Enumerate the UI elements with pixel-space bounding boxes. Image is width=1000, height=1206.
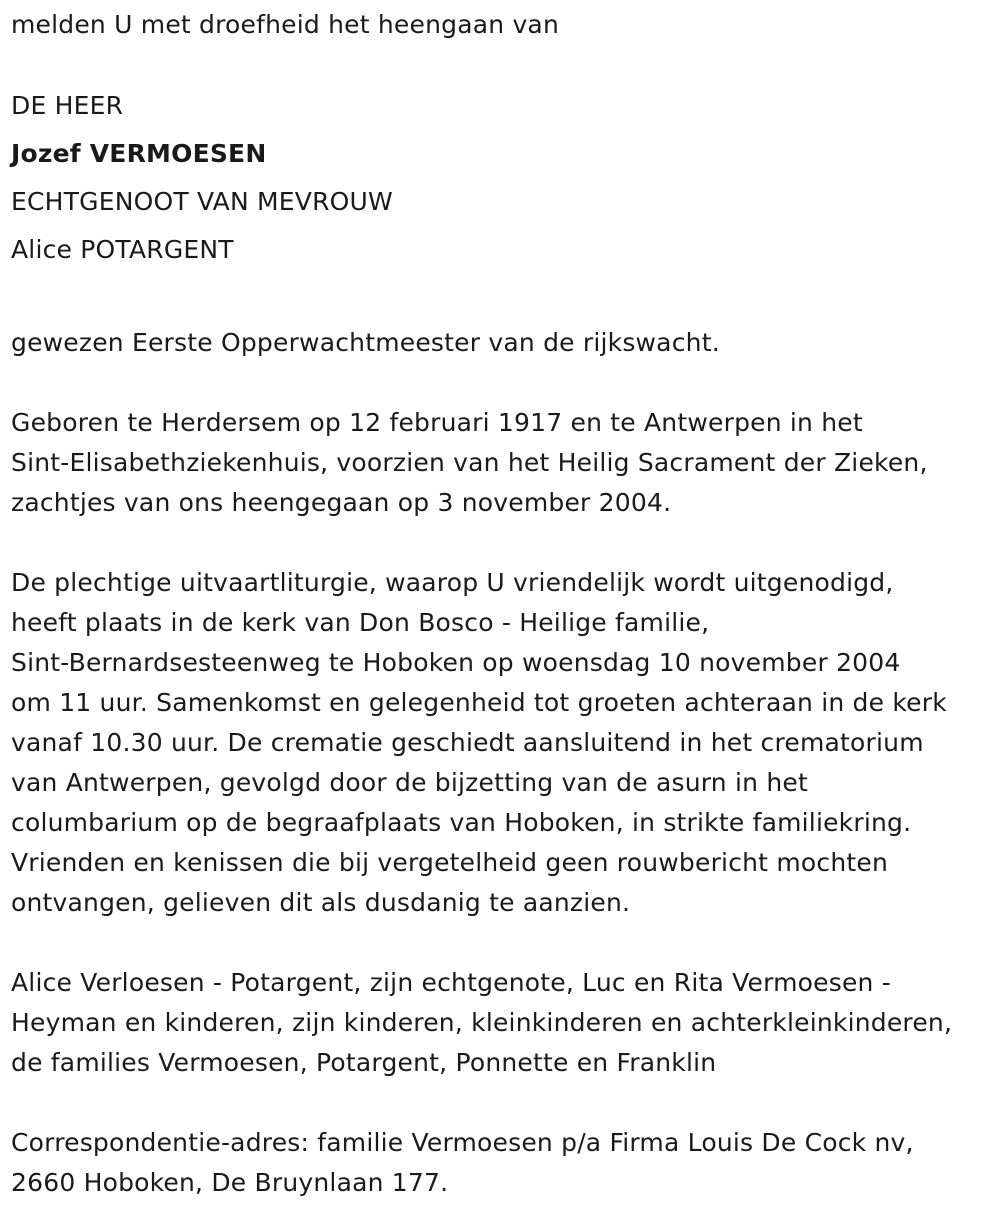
paragraph-line: De plechtige uitvaartliturgie, waarop U vriendelijk wordt uitgenodigd, — [11, 568, 894, 597]
paragraph-line: zachtjes van ons heengegaan op 3 november 2004. — [11, 488, 672, 517]
honorific: DE HEER — [11, 91, 124, 120]
paragraph-line: Heyman en kinderen, zijn kinderen, kleinkinderen en achterkleinkinderen, — [11, 1008, 953, 1037]
deceased-name: Jozef VERMOESEN — [11, 139, 267, 168]
paragraph-line: Vrienden en kenissen die bij vergetelheid geen rouwbericht mochten — [11, 848, 888, 877]
paragraph-line: om 11 uur. Samenkomst en gelegenheid tot groeten achteraan in de kerk — [11, 688, 947, 717]
deceased-block — [11, 82, 996, 274]
family-paragraph — [11, 963, 996, 1083]
occupation-text: gewezen Eerste Opperwachtmeester van de rijkswacht. — [11, 328, 720, 357]
paragraph-line: van Antwerpen, gevolgd door de bijzetting van de asurn in het — [11, 768, 808, 797]
spacer — [11, 923, 996, 963]
spouse-label: ECHTGENOOT VAN MEVROUW — [11, 187, 393, 216]
paragraph-line: ontvangen, gelieven dit als dusdanig te aanzien. — [11, 888, 631, 917]
paragraph-line: de families Vermoesen, Potargent, Ponnette en Franklin — [11, 1048, 717, 1077]
paragraph-line: Alice Verloesen - Potargent, zijn echtgenote, Luc en Rita Vermoesen - — [11, 968, 891, 997]
spouse-name: Alice POTARGENT — [11, 235, 234, 264]
intro-text: melden U met droefheid het heengaan van — [11, 10, 559, 39]
obituary-notice — [11, 0, 996, 1203]
paragraph-line: columbarium op de begraafplaats van Hoboken, in strikte familiekring. — [11, 808, 912, 837]
spacer — [11, 363, 996, 403]
spacer — [11, 1083, 996, 1123]
birth-death-paragraph — [11, 403, 996, 523]
paragraph-line: Correspondentie-adres: familie Vermoesen p/a Firma Louis De Cock nv, — [11, 1128, 914, 1157]
spacer — [11, 523, 996, 563]
paragraph-line: Sint-Bernardsesteenweg te Hoboken op woensdag 10 november 2004 — [11, 648, 901, 677]
paragraph-line: Sint-Elisabethziekenhuis, voorzien van het Heilig Sacrament der Zieken, — [11, 448, 928, 477]
spacer — [11, 274, 996, 323]
funeral-paragraph — [11, 563, 996, 923]
paragraph-line: heeft plaats in de kerk van Don Bosco - Heilige familie, — [11, 608, 710, 637]
paragraph-line: vanaf 10.30 uur. De crematie geschiedt aansluitend in het crematorium — [11, 728, 924, 757]
spacer — [11, 50, 996, 82]
paragraph-line: Geboren te Herdersem op 12 februari 1917 en te Antwerpen in het — [11, 408, 863, 437]
paragraph-line: 2660 Hoboken, De Bruynlaan 177. — [11, 1168, 449, 1197]
correspondence-paragraph — [11, 1123, 996, 1203]
